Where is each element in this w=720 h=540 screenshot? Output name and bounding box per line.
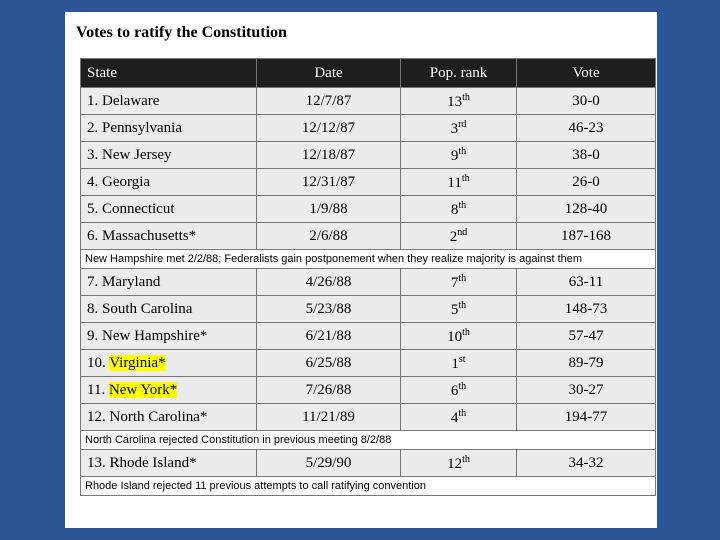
note-text: North Carolina rejected Constitution in previous meeting 8/2/88 <box>81 431 656 450</box>
state-cell <box>81 223 257 250</box>
pop-rank-cell <box>401 115 517 142</box>
pop-rank-suffix: th <box>461 172 470 184</box>
state-name-text: Massachusetts <box>102 227 189 244</box>
vote-cell: 34-32 <box>517 450 656 477</box>
pop-rank-number: 8 <box>450 201 459 218</box>
state-name-text: New Hampshire <box>102 327 200 344</box>
state-name-text: Delaware <box>102 92 160 109</box>
date-cell: 12/18/87 <box>257 142 401 169</box>
pop-rank-suffix: th <box>462 453 470 465</box>
pop-rank-cell <box>401 169 517 196</box>
state-number: 7. <box>87 273 99 290</box>
pop-rank-number: 6 <box>450 382 459 399</box>
state-asterisk: * <box>199 408 208 425</box>
date-cell: 5/23/88 <box>257 296 401 323</box>
pop-rank-suffix: st <box>458 353 466 365</box>
table-row <box>81 350 656 377</box>
state-asterisk: * <box>169 381 178 398</box>
state-cell <box>81 115 257 142</box>
date-cell: 7/26/88 <box>257 377 401 404</box>
state-cell <box>81 377 257 404</box>
vote-cell: 57-47 <box>517 323 656 350</box>
state-number: 3. <box>87 146 99 163</box>
pop-rank-number: 1 <box>451 355 459 372</box>
pop-rank-number: 2 <box>449 228 458 245</box>
vote-cell: 46-23 <box>517 115 656 142</box>
note-text: Rhode Island rejected 11 previous attempts to call ratifying convention <box>81 477 656 496</box>
date-cell: 12/12/87 <box>257 115 401 142</box>
table-row <box>81 377 656 404</box>
footnote: *States where preliminary vote count appeared to oppose ratification or be evenly balanced for and against <box>80 507 600 519</box>
state-name-text: Pennsylvania <box>102 119 182 136</box>
pop-rank-cell <box>401 223 517 250</box>
pop-rank-suffix: th <box>462 91 470 103</box>
state-number: 13. <box>87 454 106 471</box>
date-cell: 6/25/88 <box>257 350 401 377</box>
state-name <box>102 174 150 190</box>
slide-title: Votes to ratify the Constitution <box>76 24 287 41</box>
pop-rank-number: 13 <box>447 93 463 110</box>
vote-cell: 128-40 <box>517 196 656 223</box>
state-name <box>110 455 197 471</box>
state-number: 11. <box>87 381 106 398</box>
ratification-table <box>80 58 656 496</box>
state-cell <box>81 269 257 296</box>
vote-cell: 30-27 <box>517 377 656 404</box>
header-date: Date <box>257 59 401 88</box>
state-cell <box>81 450 257 477</box>
state-name-text: New York <box>108 381 170 398</box>
table-row <box>81 404 656 431</box>
state-name <box>102 201 174 217</box>
table-header-row <box>81 59 656 88</box>
note-row-new-hampshire <box>81 250 656 269</box>
state-name <box>109 382 177 398</box>
state-cell <box>81 88 257 115</box>
pop-rank-number: 10 <box>447 328 463 345</box>
state-cell <box>81 323 257 350</box>
state-number: 6. <box>87 227 99 244</box>
date-cell: 2/6/88 <box>257 223 401 250</box>
pop-rank-cell <box>401 350 517 377</box>
state-cell <box>81 404 257 431</box>
state-name-text: Maryland <box>102 273 161 290</box>
vote-cell: 38-0 <box>517 142 656 169</box>
state-number: 10. <box>87 354 106 371</box>
vote-cell: 63-11 <box>517 269 656 296</box>
state-name-text: Virginia <box>109 354 159 371</box>
pop-rank-cell <box>401 296 517 323</box>
note-text: New Hampshire met 2/2/88; Federalists gain postponement when they realize majority is against them <box>81 250 656 269</box>
state-name <box>102 147 172 163</box>
state-cell <box>81 142 257 169</box>
date-cell: 1/9/88 <box>257 196 401 223</box>
table-row <box>81 223 656 250</box>
header-vote: Vote <box>517 59 656 88</box>
vote-cell: 30-0 <box>517 88 656 115</box>
table-row <box>81 269 656 296</box>
pop-rank-number: 3 <box>450 120 459 137</box>
pop-rank-number: 9 <box>450 147 459 164</box>
state-cell <box>81 296 257 323</box>
state-name <box>109 355 165 371</box>
pop-rank-number: 11 <box>447 174 462 191</box>
state-number: 4. <box>87 173 99 190</box>
pop-rank-suffix: th <box>458 407 467 419</box>
state-name-text: Georgia <box>102 173 151 190</box>
pop-rank-number: 7 <box>450 274 459 291</box>
pop-rank-suffix: th <box>458 299 467 311</box>
table-row <box>81 296 656 323</box>
table-row <box>81 169 656 196</box>
state-asterisk: * <box>188 227 197 244</box>
vote-cell: 148-73 <box>517 296 656 323</box>
header-pop-rank: Pop. rank <box>401 59 517 88</box>
state-asterisk: * <box>199 327 208 344</box>
table-row <box>81 142 656 169</box>
table-row <box>81 196 656 223</box>
pop-rank-suffix: th <box>458 145 467 157</box>
pop-rank-number: 12 <box>447 455 463 472</box>
state-number: 8. <box>87 300 99 317</box>
note-row-rhode-island <box>81 477 656 496</box>
pop-rank-cell <box>401 269 517 296</box>
date-cell: 4/26/88 <box>257 269 401 296</box>
state-cell <box>81 350 257 377</box>
pop-rank-number: 5 <box>450 301 459 318</box>
date-cell: 12/31/87 <box>257 169 401 196</box>
table-body <box>81 88 656 496</box>
state-name <box>102 274 160 290</box>
table-row <box>81 450 656 477</box>
pop-rank-cell <box>401 88 517 115</box>
pop-rank-suffix: th <box>458 380 467 392</box>
pop-rank-suffix: th <box>458 199 467 211</box>
vote-cell: 187-168 <box>517 223 656 250</box>
state-name-text: Connecticut <box>102 200 175 217</box>
pop-rank-cell <box>401 404 517 431</box>
date-cell: 12/7/87 <box>257 88 401 115</box>
date-cell: 11/21/89 <box>257 404 401 431</box>
state-name <box>102 120 182 136</box>
state-asterisk: * <box>189 454 197 471</box>
state-name-text: New Jersey <box>102 146 172 163</box>
pop-rank-number: 4 <box>450 409 459 426</box>
state-number: 12. <box>87 408 106 425</box>
pop-rank-cell <box>401 142 517 169</box>
table-row <box>81 115 656 142</box>
vote-cell: 26-0 <box>517 169 656 196</box>
state-name-text: North Carolina <box>109 408 200 425</box>
table-row <box>81 323 656 350</box>
pop-rank-suffix: nd <box>457 226 468 238</box>
vote-cell: 89-79 <box>517 350 656 377</box>
vote-cell: 194-77 <box>517 404 656 431</box>
state-name <box>102 328 207 344</box>
pop-rank-suffix: th <box>462 326 470 338</box>
pop-rank-suffix: rd <box>458 118 467 130</box>
pop-rank-cell <box>401 323 517 350</box>
date-cell: 5/29/90 <box>257 450 401 477</box>
state-name-text: Rhode Island <box>109 454 190 471</box>
state-number: 5. <box>87 200 99 217</box>
state-asterisk: * <box>158 354 166 371</box>
state-number: 2. <box>87 119 99 136</box>
state-name-text: South Carolina <box>102 300 193 317</box>
pop-rank-cell <box>401 196 517 223</box>
state-name <box>102 228 196 244</box>
state-cell <box>81 196 257 223</box>
state-number: 1. <box>87 92 99 109</box>
pop-rank-cell <box>401 377 517 404</box>
state-name <box>110 409 208 425</box>
pop-rank-suffix: th <box>458 272 467 284</box>
table-row <box>81 88 656 115</box>
note-row-north-carolina <box>81 431 656 450</box>
state-cell <box>81 169 257 196</box>
date-cell: 6/21/88 <box>257 323 401 350</box>
header-state: State <box>81 59 257 88</box>
state-name <box>102 93 159 109</box>
pop-rank-cell <box>401 450 517 477</box>
state-name <box>102 301 192 317</box>
state-number: 9. <box>87 327 99 344</box>
